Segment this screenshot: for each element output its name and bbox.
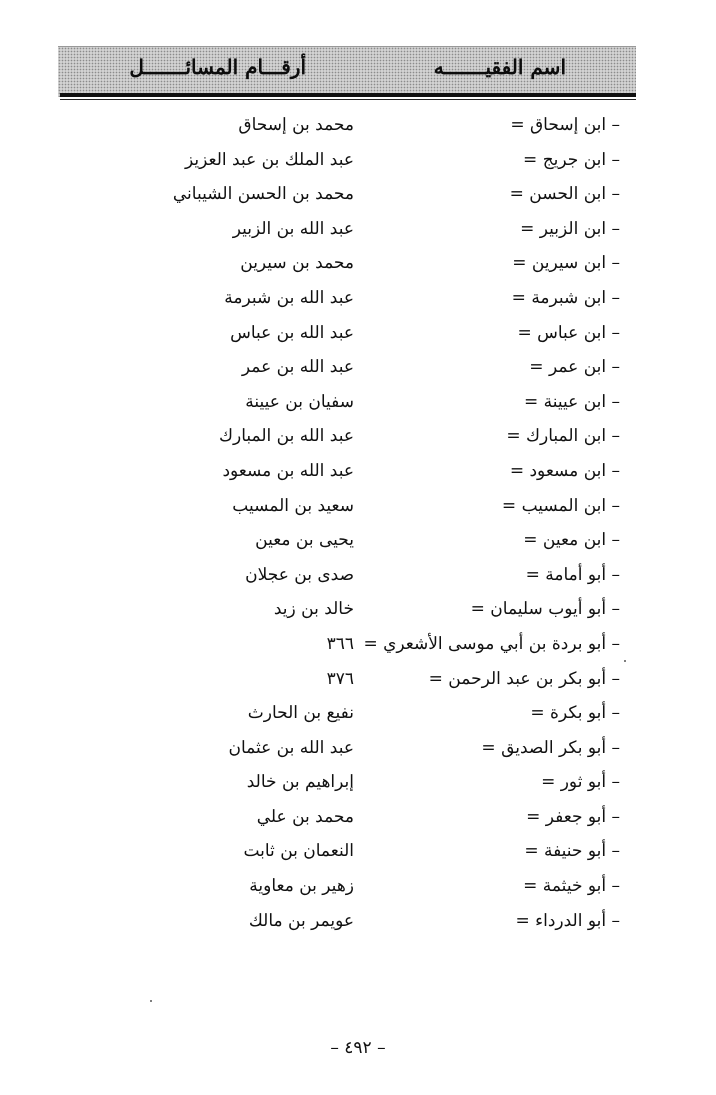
- index-row: [0, 457, 716, 492]
- jurist-reference: عبد الله بن عثمان: [228, 737, 354, 758]
- jurist-reference: النعمان بن ثابت: [243, 841, 354, 862]
- jurist-reference: محمد بن إسحاق: [238, 115, 354, 135]
- jurist-reference: زهير بن معاوية: [249, 876, 354, 897]
- index-row: [0, 422, 716, 457]
- jurist-name: – ابن عباس =: [517, 322, 620, 343]
- jurist-reference: عبد الله بن عباس: [230, 322, 354, 343]
- scan-speck: [150, 1000, 152, 1002]
- page-number: – ٤٩٢ –: [330, 1038, 386, 1058]
- index-row: [0, 699, 716, 734]
- jurist-reference: عبد الله بن مسعود: [222, 460, 354, 481]
- jurist-name: – ابن عمر =: [529, 357, 620, 378]
- index-row: [0, 665, 716, 700]
- index-row: [0, 837, 716, 872]
- scan-speck: [624, 660, 626, 662]
- jurist-name: – ابن سيرين =: [512, 253, 620, 274]
- jurist-reference: محمد بن سيرين: [240, 253, 354, 274]
- jurist-name: – أبو حنيفة =: [524, 841, 620, 862]
- jurist-reference: ٣٧٦: [326, 668, 354, 689]
- index-row: [0, 630, 716, 665]
- index-row: [0, 492, 716, 527]
- jurist-reference: سفيان بن عيينة: [245, 391, 354, 412]
- jurist-reference: صدى بن عجلان: [245, 564, 354, 585]
- index-row: [0, 215, 716, 250]
- jurist-name: – أبو جعفر =: [526, 806, 620, 827]
- index-row: [0, 146, 716, 181]
- jurist-name: – أبو بكر الصديق =: [481, 737, 620, 758]
- jurist-reference: عبد الله بن شبرمة: [224, 287, 354, 308]
- jurist-name: – ابن شبرمة =: [511, 287, 620, 308]
- header-rule-thick: [60, 93, 636, 97]
- index-row: [0, 595, 716, 630]
- index-row: [0, 353, 716, 388]
- jurist-name: – ابن عيينة =: [524, 391, 620, 412]
- jurist-name: – أبو خيثمة =: [523, 876, 620, 897]
- table-header: [58, 46, 636, 97]
- jurist-reference: خالد بن زيد: [273, 599, 354, 620]
- jurist-name: – أبو بردة بن أبي موسى الأشعري =: [363, 633, 620, 654]
- index-row: [0, 907, 716, 942]
- jurist-name: – ابن معين =: [523, 530, 620, 551]
- index-row: [0, 872, 716, 907]
- jurist-name-column-header: اسم الفقيـــــــه: [433, 55, 566, 79]
- index-row: [0, 319, 716, 354]
- issue-numbers-column-header: أرقـــام المسائـــــــل: [129, 55, 306, 79]
- jurist-reference: يحيى بن معين: [255, 530, 354, 551]
- jurist-name: – ابن الزبير =: [520, 218, 620, 239]
- jurist-name: – ابن المسيب =: [501, 495, 620, 516]
- index-row: [0, 388, 716, 423]
- jurist-reference: ٣٦٦: [326, 633, 354, 654]
- index-row: [0, 734, 716, 769]
- jurist-name: – ابن المبارك =: [506, 426, 620, 447]
- jurist-reference: عبد الله بن المبارك: [219, 426, 354, 447]
- jurist-name: – ابن إسحاق =: [510, 115, 620, 135]
- index-row: [0, 526, 716, 561]
- jurist-name: – أبو الدرداء =: [515, 910, 620, 931]
- header-rule-thin: [60, 99, 636, 100]
- index-row: [0, 284, 716, 319]
- index-row: [0, 111, 716, 146]
- jurist-name: – أبو أيوب سليمان =: [470, 599, 620, 620]
- jurist-reference: محمد بن الحسن الشيباني: [172, 184, 354, 205]
- jurist-reference: عبد الله بن عمر: [241, 357, 354, 378]
- jurist-reference: عبد الملك بن عبد العزيز: [185, 149, 354, 170]
- index-row: [0, 768, 716, 803]
- index-row: [0, 180, 716, 215]
- jurist-reference: سعيد بن المسيب: [232, 495, 354, 516]
- jurist-reference: محمد بن علي: [256, 806, 354, 827]
- index-row: [0, 249, 716, 284]
- jurist-name: – أبو بكرة =: [530, 703, 620, 724]
- jurist-reference: عبد الله بن الزبير: [232, 218, 354, 239]
- jurist-name: – أبو أمامة =: [525, 564, 620, 585]
- index-row: [0, 803, 716, 838]
- index-list: [0, 111, 716, 941]
- jurist-reference: نفيع بن الحارث: [247, 703, 354, 724]
- jurist-name: – أبو ثور =: [541, 772, 620, 793]
- jurist-name: – ابن جريج =: [523, 149, 620, 170]
- jurist-name: – أبو بكر بن عبد الرحمن =: [428, 668, 620, 689]
- jurist-name: – ابن مسعود =: [509, 460, 620, 481]
- jurist-name: – ابن الحسن =: [509, 184, 620, 205]
- jurist-reference: إبراهيم بن خالد: [246, 772, 354, 793]
- index-row: [0, 561, 716, 596]
- jurist-reference: عويمر بن مالك: [248, 910, 354, 931]
